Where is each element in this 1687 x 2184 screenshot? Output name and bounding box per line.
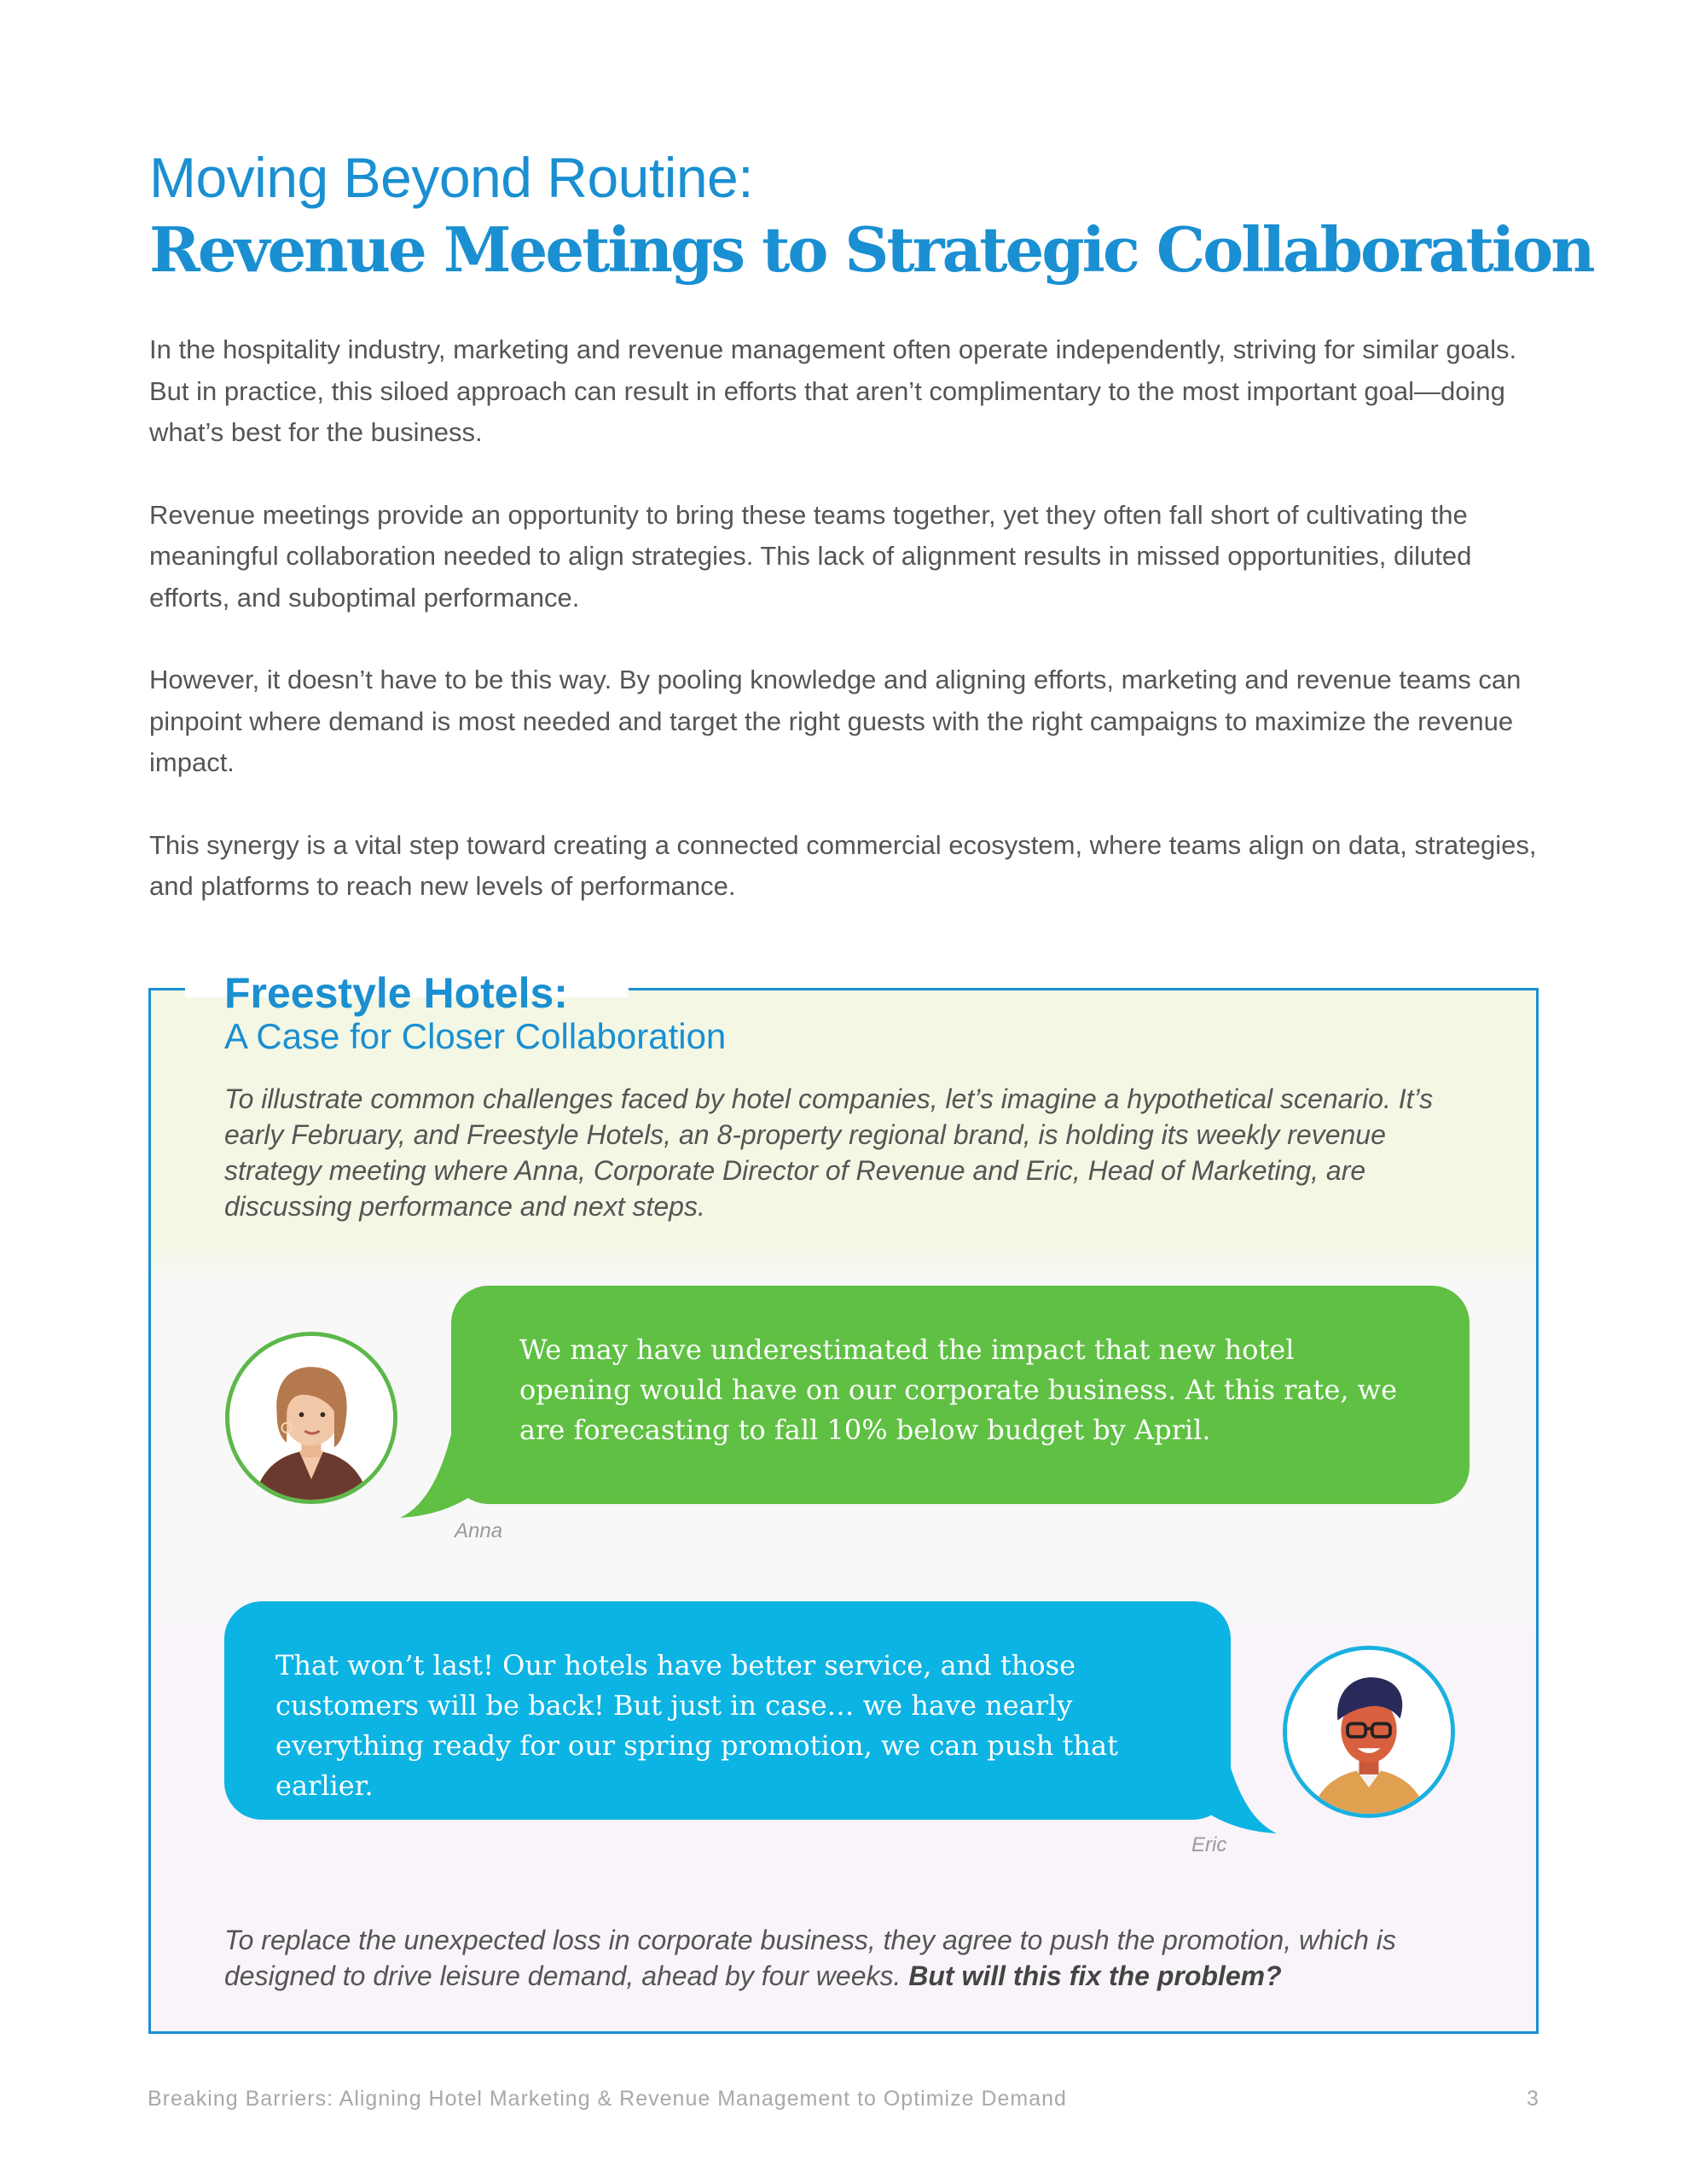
intro-paragraph: Revenue meetings provide an opportunity to bring these teams together, yet they often fall short of cultivating the meaningful collaboration needed to align strategies. This lack of alignment results in missed opportunities, diluted efforts, and suboptimal performance. (149, 499, 1472, 613)
eric-quote: That won’t last! Our hotels have better service, and those customers will be back! But just in case… we have nearly everything ready for our spring promotion, we can push that earlier. (275, 1649, 1118, 1802)
eric-speaker-label: Eric (1191, 1833, 1227, 1856)
eric-portrait-icon (1287, 1650, 1451, 1814)
anna-speaker-label: Anna (455, 1519, 503, 1542)
case-study-box (148, 969, 1539, 2034)
eric-avatar (1283, 1646, 1455, 1818)
page-title-light: Moving Beyond Routine: (149, 146, 754, 209)
anna-quote: We may have underestimated the impact that new hotel opening would have on our corporate business. At this rate, we are forecasting to fall 10% below budget by April. (519, 1333, 1397, 1446)
anna-avatar (225, 1332, 397, 1504)
eric-bubble-tail (1191, 1750, 1277, 1835)
page-number: 3 (1527, 2087, 1539, 2111)
case-study-subtitle: A Case for Closer Collaboration (224, 1016, 727, 1056)
eric-speech-bubble (224, 1601, 1231, 1820)
case-study-closing (224, 1922, 1487, 1994)
anna-portrait-icon (229, 1336, 393, 1500)
intro-section (149, 329, 1548, 949)
case-study-title: Freestyle Hotels: (224, 969, 568, 1017)
footer-text: Breaking Barriers: Aligning Hotel Marketing & Revenue Management to Optimize Demand (148, 2087, 1067, 2111)
intro-paragraph: This synergy is a vital step toward creating a connected commercial ecosystem, where teams align on data, strategies, and platforms to reach new levels of performance. (149, 829, 1537, 901)
anna-speech-bubble (451, 1286, 1470, 1504)
intro-paragraph: However, it doesn’t have to be this way. By pooling knowledge and aligning efforts, marketing and revenue teams can pinpoint where demand is most needed and target the right guests with the right campaigns to maximize the revenue impact. (149, 665, 1522, 777)
page-title: Revenue Meetings to Strategic Collaboration (149, 213, 1593, 286)
closing-text: To replace the unexpected loss in corporate business, they agree to push the promotion, which is designed to drive leisure demand, ahead by four weeks. (224, 1925, 1396, 1991)
intro-paragraph: In the hospitality industry, marketing and revenue management often operate independently, striving for similar goals. But in practice, this siloed approach can result in efforts that aren’t complimentary to the most important goal—doing what’s best for the business. (149, 334, 1517, 447)
closing-question: But will this fix the problem? (908, 1960, 1282, 1991)
case-study-intro: To illustrate common challenges faced by hotel companies, let’s imagine a hypothetical scenario. It’s early February, and Freestyle Hotels, an 8-property regional brand, is holding its weekly revenue strategy meeting where Anna, Corporate Director of Revenue and Eric, Head of Marketing, are discussing performance and next steps. (224, 1083, 1434, 1222)
